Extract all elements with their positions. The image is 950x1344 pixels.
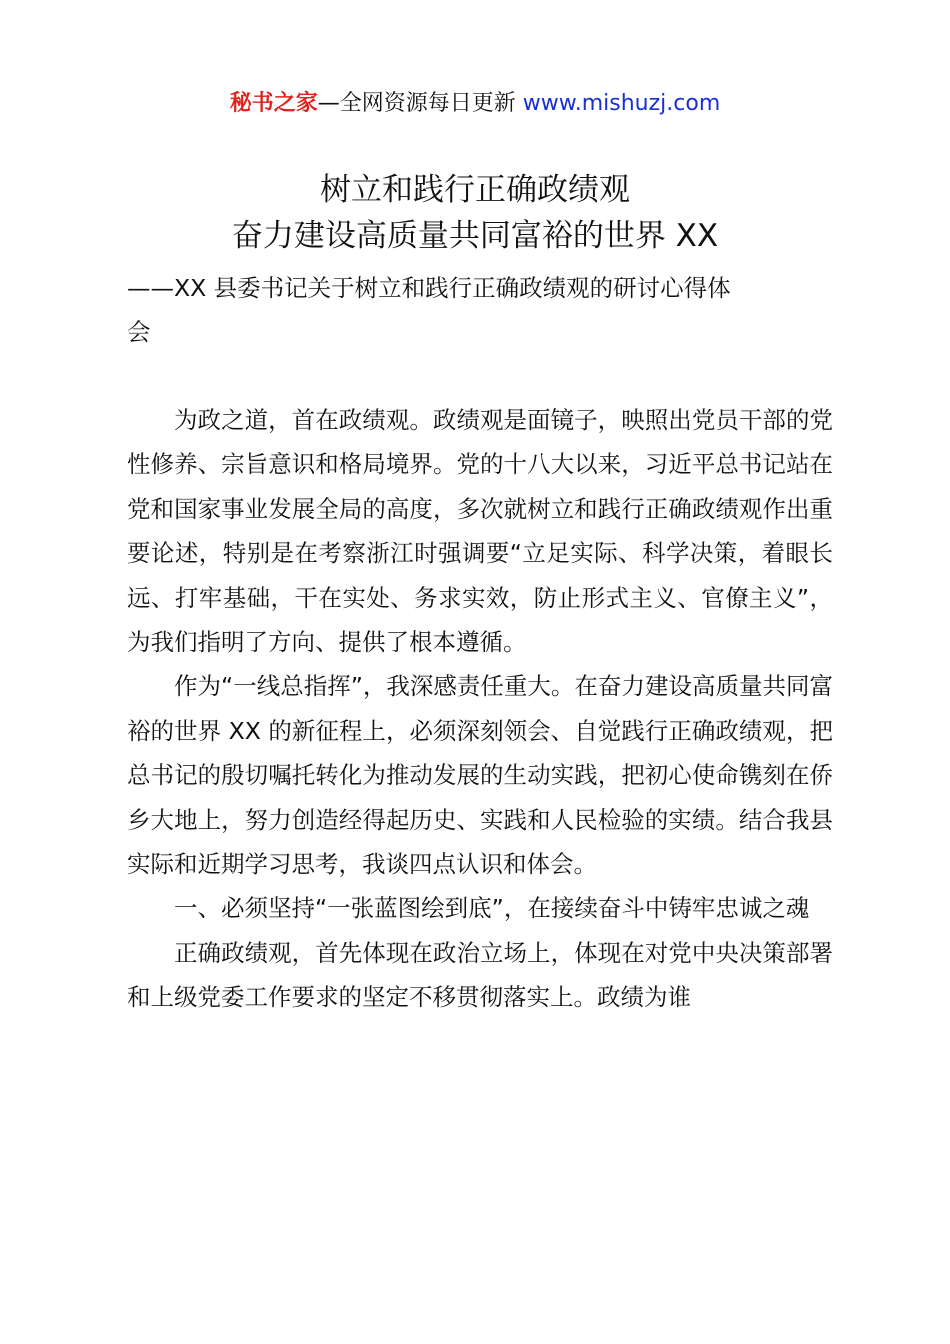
document-subtitle <box>127 266 833 354</box>
header-tagline: —全网资源每日更新 <box>317 91 523 116</box>
subtitle-line-2: 会 <box>127 318 151 346</box>
document-body <box>127 398 833 1020</box>
paragraph-context: 作为“一线总指挥”，我深感责任重大。在奋力建设高质量共同富裕的世界 XX 的新征程上，必须深刻领会、自觉践行正确政绩观，把总书记的殷切嘱托转化为推动发展的生动实践，把初心使命镌刻在侨乡大地上，努力创造经得起历史、实践和人民检验的实绩。结合我县实际和近期学习思考，我谈四点认识和体会。 <box>127 672 833 879</box>
brand-name: 秘书之家 <box>229 91 318 116</box>
document-title-line-2: 奋力建设高质量共同富裕的世界 XX <box>231 218 719 254</box>
site-url-link[interactable]: www.mishuzj.com <box>522 91 721 116</box>
subtitle-line-1: ——XX 县委书记关于树立和践行正确政绩观的研讨心得体 <box>127 274 731 302</box>
section-heading-1: 一、必须坚持“一张蓝图绘到底”，在接续奋斗中铸牢忠诚之魂 <box>174 894 810 923</box>
paragraph-section-1: 正确政绩观，首先体现在政治立场上，体现在对党中央决策部署和上级党委工作要求的坚定不移贯彻落实上。政绩为谁 <box>127 938 833 1012</box>
site-header <box>0 88 950 120</box>
document-title-line-1: 树立和践行正确政绩观 <box>320 172 630 208</box>
paragraph-intro: 为政之道，首在政绩观。政绩观是面镜子，映照出党员干部的党性修养、宗旨意识和格局境界。党的十八大以来，习近平总书记站在党和国家事业发展全局的高度，多次就树立和践行正确政绩观作出重要论述，特别是在考察浙江时强调要“立足实际、科学决策，着眼长远、打牢基础，干在实处、务求实效，防止形式主义、官僚主义”，为我们指明了方向、提供了根本遵循。 <box>127 406 833 657</box>
